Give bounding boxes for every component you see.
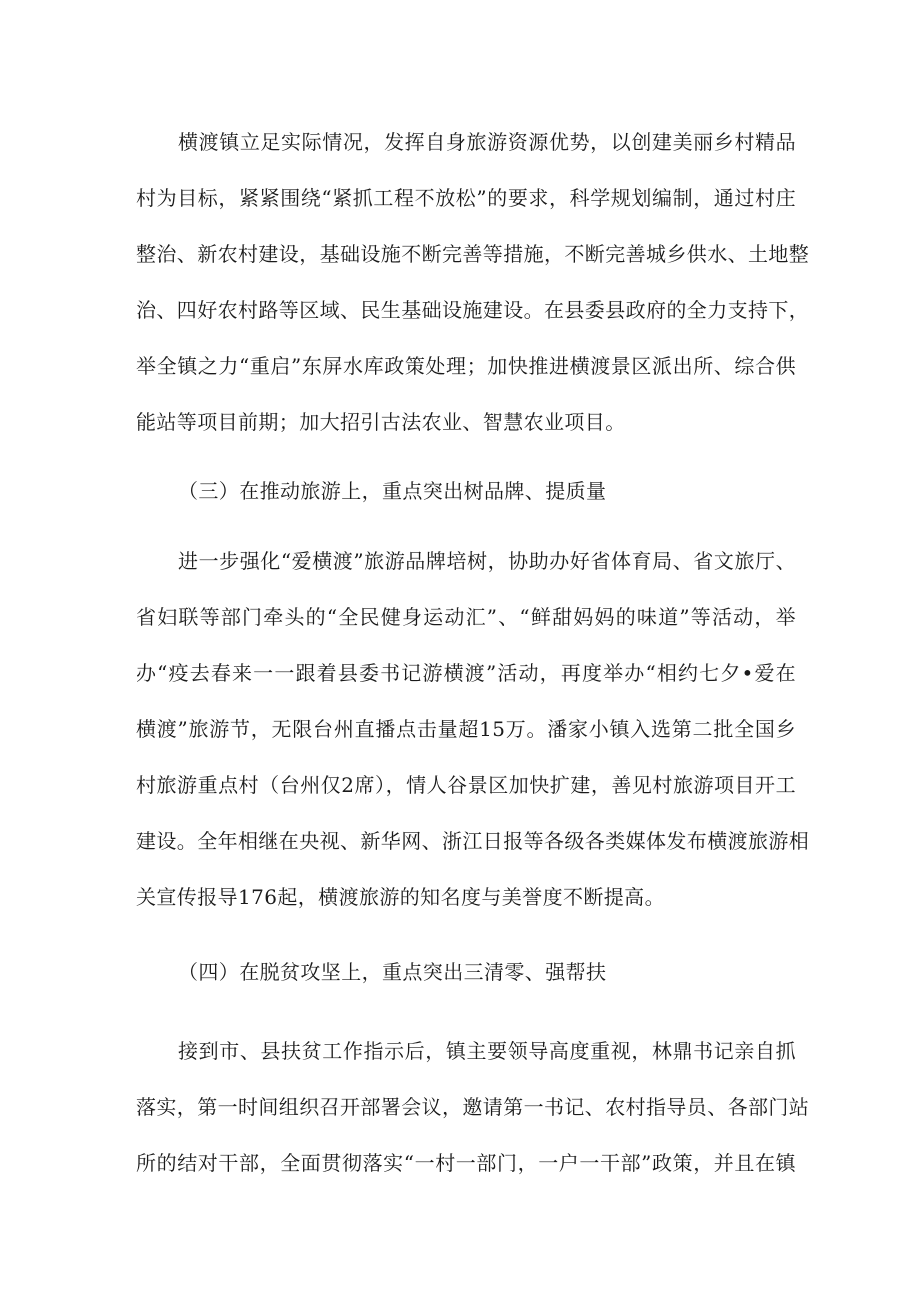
paragraph-line: 横渡”旅游节，无限台州直播点击量超15万。潘家小镇入选第二批全国乡 xyxy=(136,717,796,741)
paragraph-line: 举全镇之力“重启”东屏水库政策处理；加快推进横渡景区派出所、综合供 xyxy=(136,354,796,378)
paragraph-line: 治、四好农村路等区域、民生基础设施建设。在县委县政府的全力支持下， xyxy=(136,298,810,322)
section-heading-4: （四）在脱贫攻坚上，重点突出三清零、强帮扶 xyxy=(178,960,607,984)
paragraph-line: 办“疫去春来一一跟着县委书记游横渡”活动，再度举办“相约七夕•爱在 xyxy=(136,661,796,685)
paragraph-line: 整治、新农村建设，基础设施不断完善等措施，不断完善城乡供水、土地整 xyxy=(136,242,810,266)
paragraph-line: 所的结对干部，全面贯彻落实“一村一部门，一户一干部”政策，并且在镇 xyxy=(136,1151,796,1175)
paragraph-line: 村为目标，紧紧围绕“紧抓工程不放松”的要求，科学规划编制，通过村庄 xyxy=(136,186,796,210)
paragraph-line: 省妇联等部门牵头的“全民健身运动汇”、“鲜甜妈妈的味道”等活动，举 xyxy=(136,605,796,629)
paragraph-line: 村旅游重点村（台州仅2席），情人谷景区加快扩建，善见村旅游项目开工 xyxy=(136,773,796,797)
section-heading-3: （三）在推动旅游上，重点突出树品牌、提质量 xyxy=(178,479,607,503)
paragraph-line: 能站等项目前期；加大招引古法农业、智慧农业项目。 xyxy=(136,410,626,434)
paragraph-line: 接到市、县扶贫工作指示后，镇主要领导高度重视，林鼎书记亲自抓 xyxy=(178,1039,796,1063)
paragraph-line: 进一步强化“爱横渡”旅游品牌培树，协助办好省体育局、省文旅厅、 xyxy=(178,549,796,573)
paragraph-line: 落实，第一时间组织召开部署会议，邀请第一书记、农村指导员、各部门站 xyxy=(136,1095,810,1119)
paragraph-line: 横渡镇立足实际情况，发挥自身旅游资源优势，以创建美丽乡村精品 xyxy=(178,130,796,154)
paragraph-line: 建设。全年相继在央视、新华网、浙江日报等各级各类媒体发布横渡旅游相 xyxy=(136,829,810,853)
paragraph-line: 关宣传报导176起，横渡旅游的知名度与美誉度不断提高。 xyxy=(136,885,665,909)
